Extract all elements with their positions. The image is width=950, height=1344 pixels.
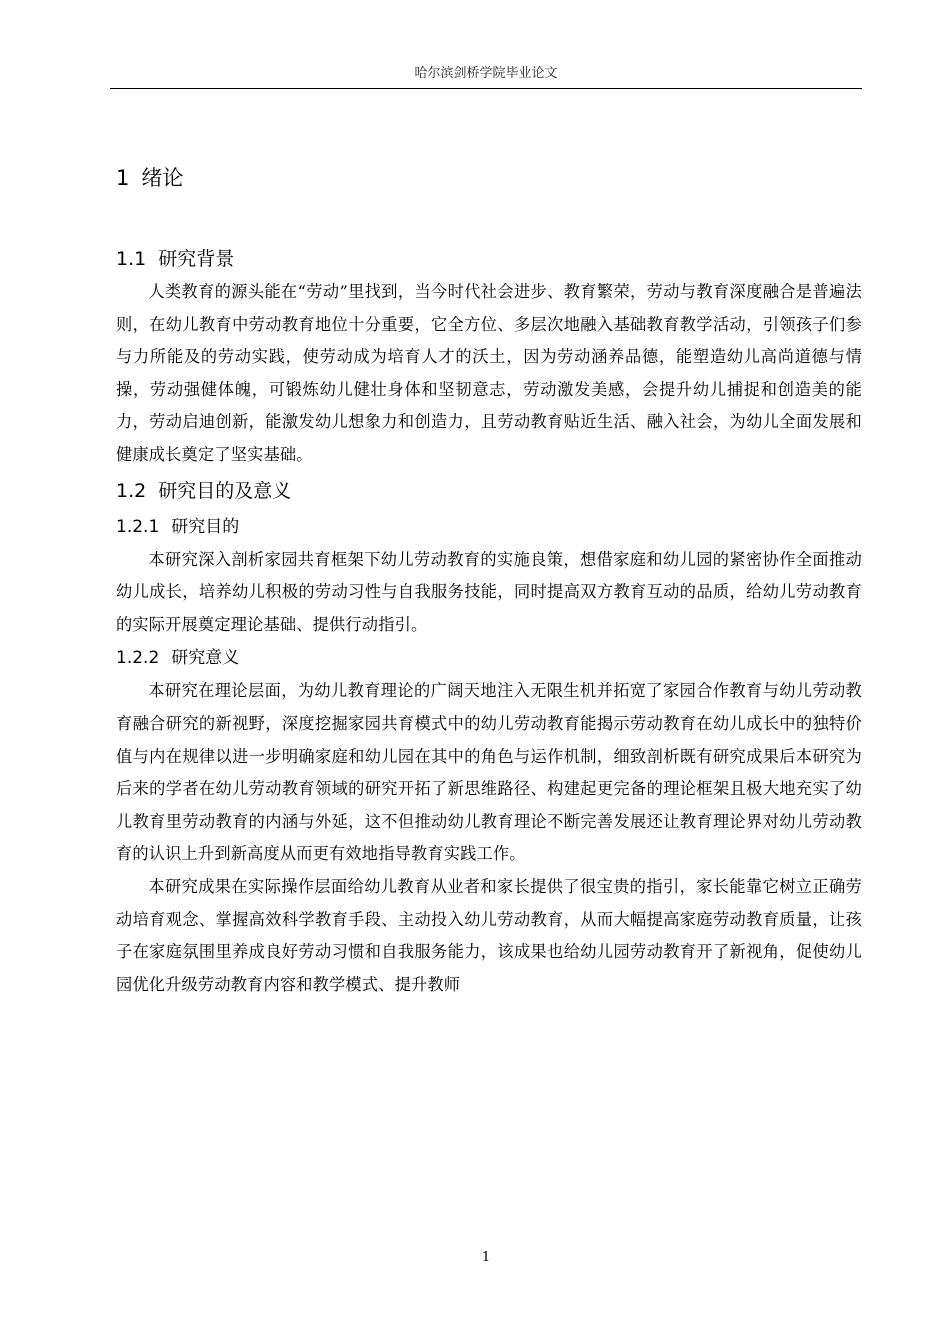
subsection-heading-1-2-1 [116, 512, 862, 542]
subsection-heading-1-2-2 [116, 643, 862, 673]
chapter-number: 1 [116, 166, 130, 190]
paragraph-research-purpose: 本研究深入剖析家园共育框架下幼儿劳动教育的实施良策，想借家庭和幼儿园的紧密协作全面推动幼儿成长，培养幼儿积极的劳动习性与自我服务技能，同时提高双方教育互动的品质，给幼儿劳动教育的实际开展奠定理论基础、提供行动指引。 [116, 549, 862, 634]
section-title: 研究目的及意义 [158, 479, 292, 502]
header-divider [110, 88, 862, 89]
subsection-title: 研究目的 [171, 516, 240, 537]
paragraph-research-significance-practice: 本研究成果在实际操作层面给幼儿教育从业者和家长提供了很宝贵的指引，家长能靠它树立正确劳动培育观念、掌握高效科学教育手段、主动投入幼儿劳动教育，从而大幅提高家庭劳动教育质量，让孩子在家庭氛围里养成良好劳动习惯和自我服务能力，该成果也给幼儿园劳动教育开了新视角，促使幼儿园优化升级劳动教育内容和教学模式、提升教师 [116, 876, 862, 994]
page-body [116, 160, 862, 1001]
section-heading-1-2 [116, 474, 862, 508]
subsection-number: 1.2.2 [116, 648, 160, 669]
section-title: 研究背景 [158, 248, 235, 270]
section-number: 1.1 [116, 248, 147, 270]
chapter-title: 绪论 [141, 166, 184, 190]
section-number: 1.2 [116, 479, 147, 502]
section-heading-1-1 [116, 242, 862, 276]
subsection-title: 研究意义 [171, 648, 240, 669]
paragraph-research-background: 人类教育的源头能在“劳动”里找到，当今时代社会进步、教育繁荣，劳动与教育深度融合是普遍法则，在幼儿教育中劳动教育地位十分重要，它全方位、多层次地融入基础教育教学活动，引领孩子们参与力所能及的劳动实践，使劳动成为培育人才的沃土，因为劳动涵养品德，能塑造幼儿高尚道德与情操，劳动强健体魄，可锻炼幼儿健壮身体和坚韧意志，劳动激发美感，会提升幼儿捕捉和创造美的能力，劳动启迪创新，能激发幼儿想象力和创造力，且劳动教育贴近生活、融入社会，为幼儿全面发展和健康成长奠定了坚实基础。 [116, 282, 862, 464]
chapter-heading [116, 160, 862, 196]
running-header: 哈尔滨剑桥学院毕业论文 [414, 66, 558, 81]
page-number: 1 [481, 1250, 491, 1265]
subsection-number: 1.2.1 [116, 516, 160, 537]
paragraph-research-significance-theory: 本研究在理论层面，为幼儿教育理论的广阔天地注入无限生机并拓宽了家园合作教育与幼儿劳动教育融合研究的新视野，深度挖掘家园共育模式中的幼儿劳动教育能揭示劳动教育在幼儿成长中的独特价值与内在规律以进一步明确家庭和幼儿园在其中的角色与运作机制，细致剖析既有研究成果后本研究为后来的学者在幼儿劳动教育领域的研究开拓了新思维路径、构建起更完备的理论框架且极大地充实了幼儿教育里劳动教育的内涵与外延，这不但推动幼儿教育理论不断完善发展还让教育理论界对幼儿劳动教育的认识上升到新高度从而更有效地指导教育实践工作。 [116, 681, 862, 864]
